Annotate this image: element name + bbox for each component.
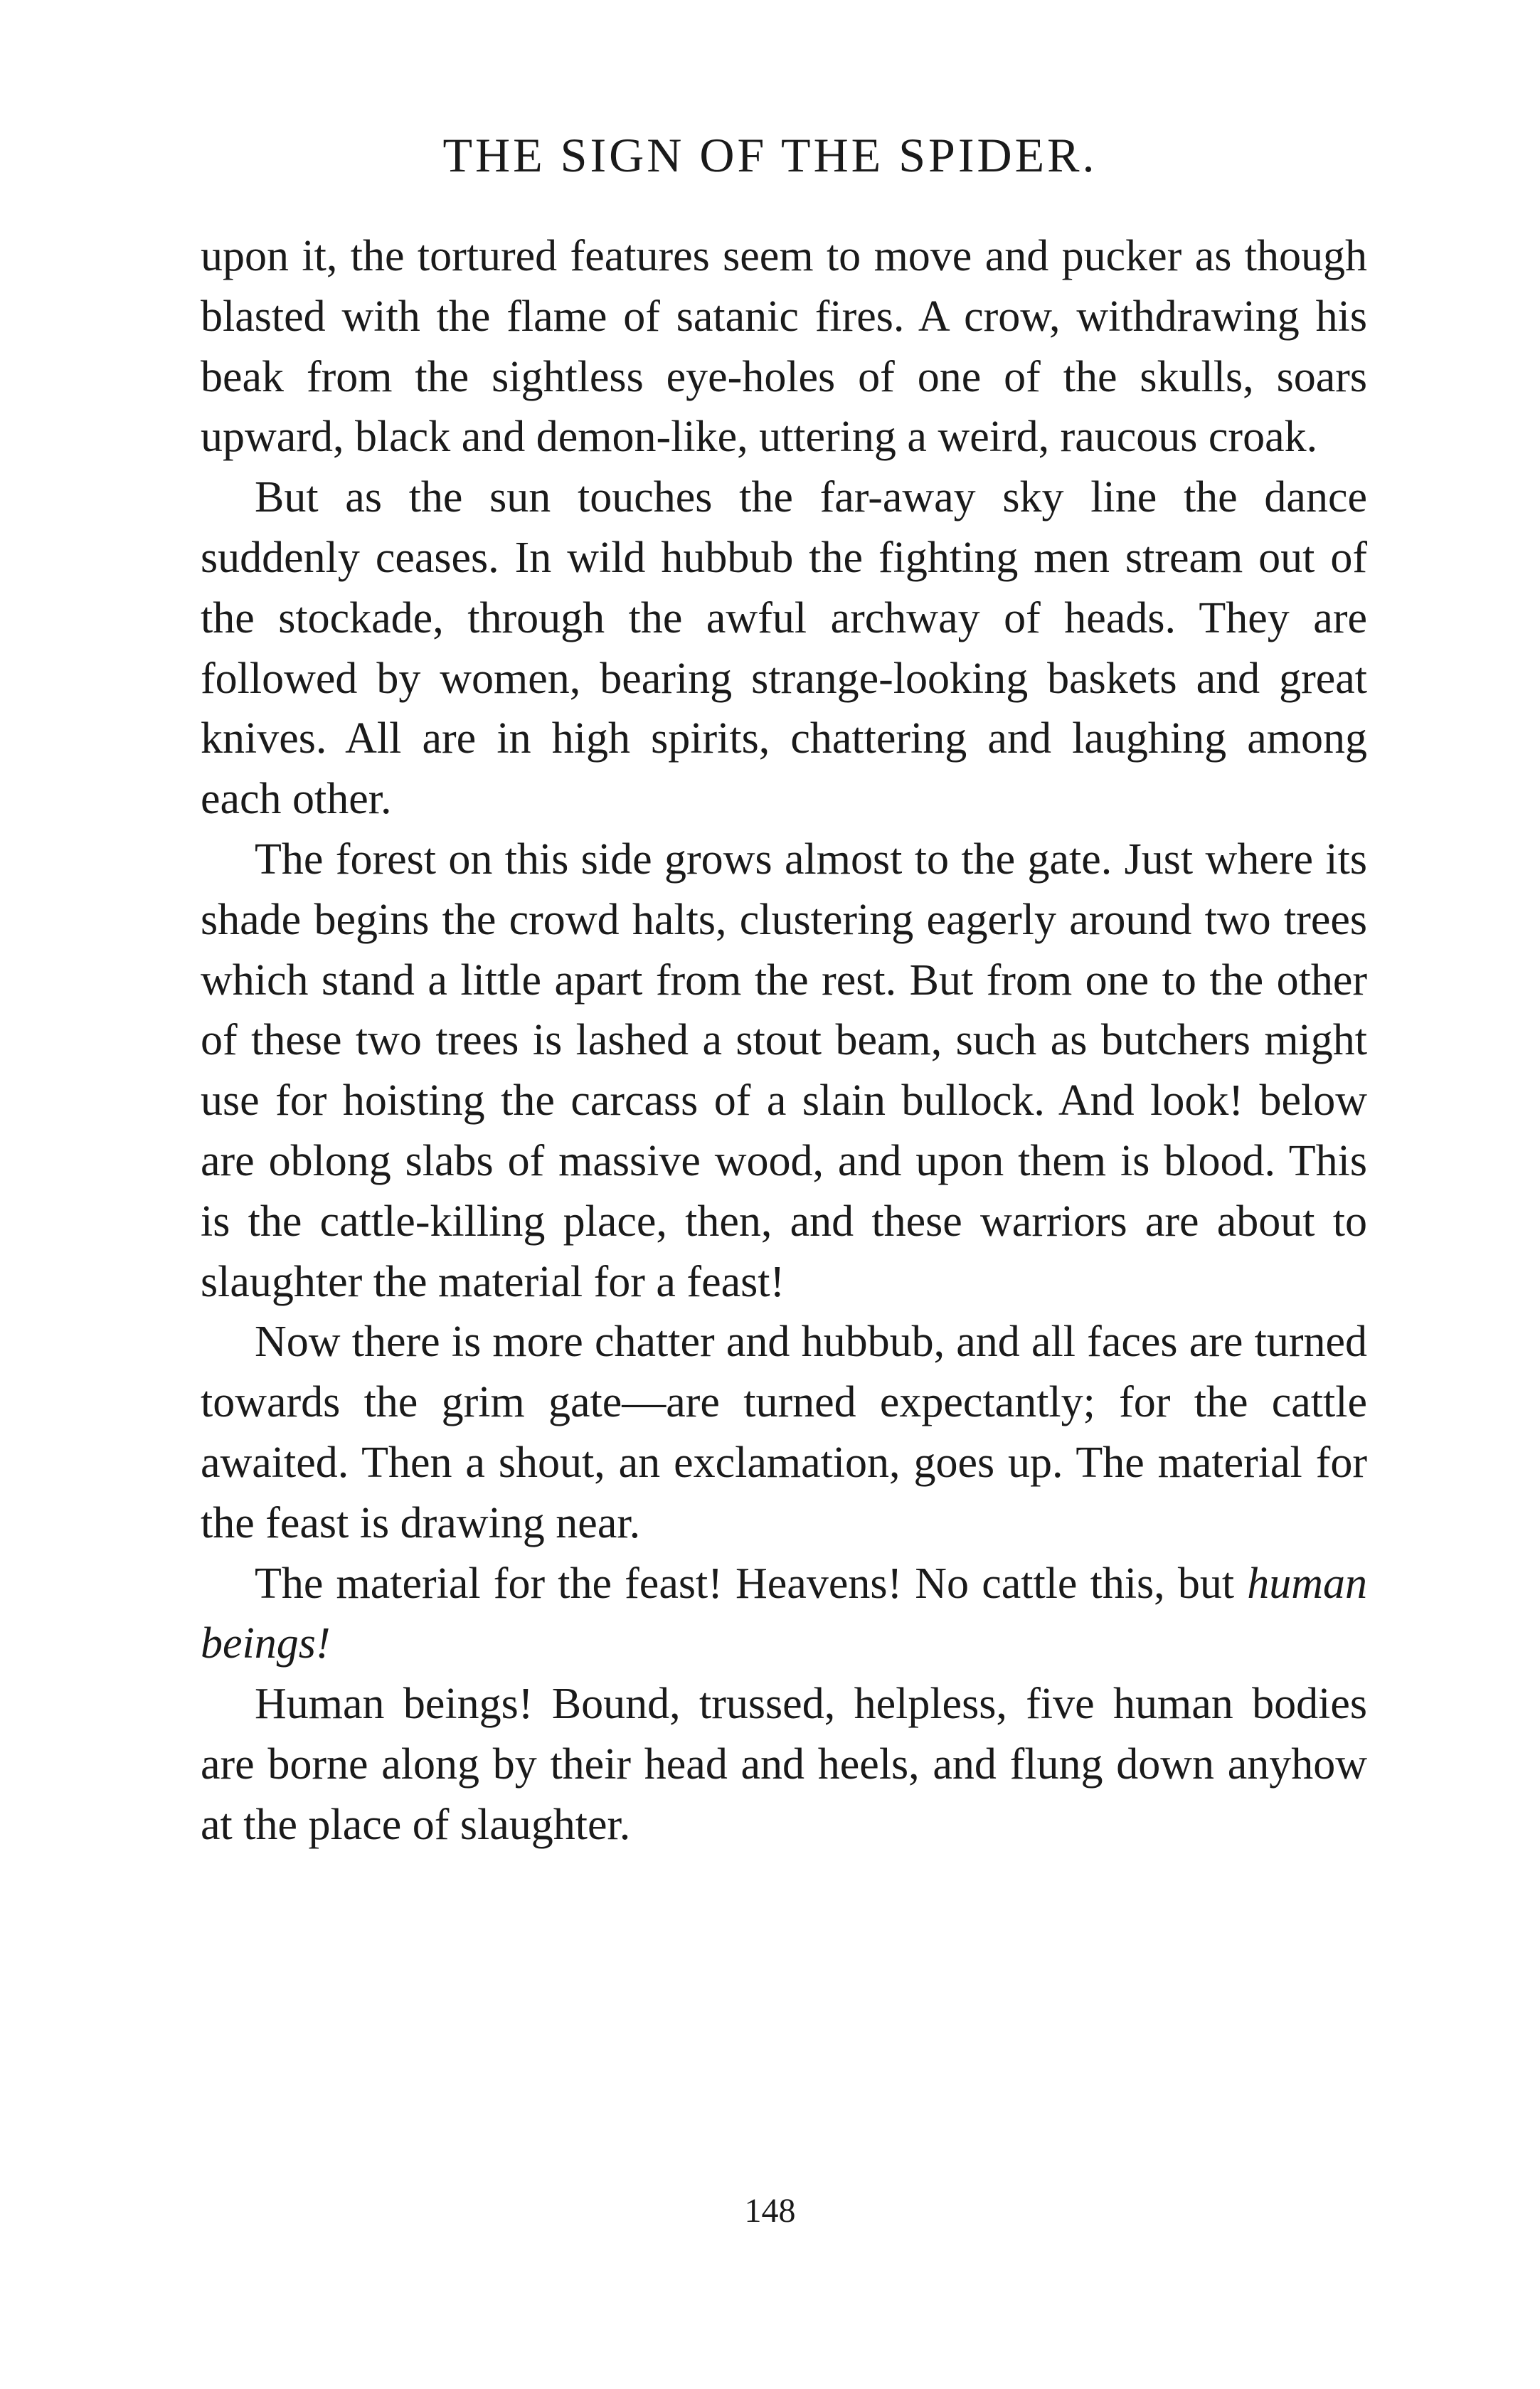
paragraph: Human beings! Bound, trussed, helpless, five human bodies are borne along by their head and heels, and flung down anyhow at the place of slaughter.	[201, 1680, 1367, 1849]
italic-phrase: human beings!	[201, 1559, 1367, 1668]
page-number: 148	[744, 2192, 796, 2230]
paragraph: Now there is more chatter and hubbub, and all faces are turned towards the grim gate—are turned expectantly; for the cattle awaited. Then a shout, an exclamation, goes up. The material for the feast is drawing near.	[201, 1318, 1367, 1547]
running-head: THE SIGN OF THE SPIDER.	[442, 128, 1098, 182]
paragraph	[201, 1554, 1367, 1675]
body-text	[201, 226, 1367, 1855]
paragraph-continued: upon it, the tortured features seem to move and pucker as though blasted with the flame of satanic fires. A crow, withdrawing his beak from the sightless eye-holes of one of the skulls, soars upward, black and demon-like, uttering a weird, raucous croak.	[201, 232, 1367, 462]
paragraph: The forest on this side grows almost to the gate. Just where its shade begins the crowd halts, clustering eagerly around two trees which stand a little apart from the rest. But from one to the other of these two trees is lashed a stout beam, such as butchers might use for hoisting the carcass of a slain bullock. And look! below are oblong slabs of massive wood, and upon them is blood. This is the cattle-killing place, then, and these warriors are about to slaughter the material for a feast!	[201, 835, 1367, 1306]
paragraph: But as the sun touches the far-away sky line the dance suddenly ceases. In wild hubbub the fighting men stream out of the stockade, through the awful archway of heads. They are followed by women, bearing strange-looking baskets and great knives. All are in high spirits, chattering and laughing among each other.	[201, 473, 1367, 824]
paragraph-text: The material for the feast! Heavens! No cattle this, but	[255, 1559, 1248, 1608]
